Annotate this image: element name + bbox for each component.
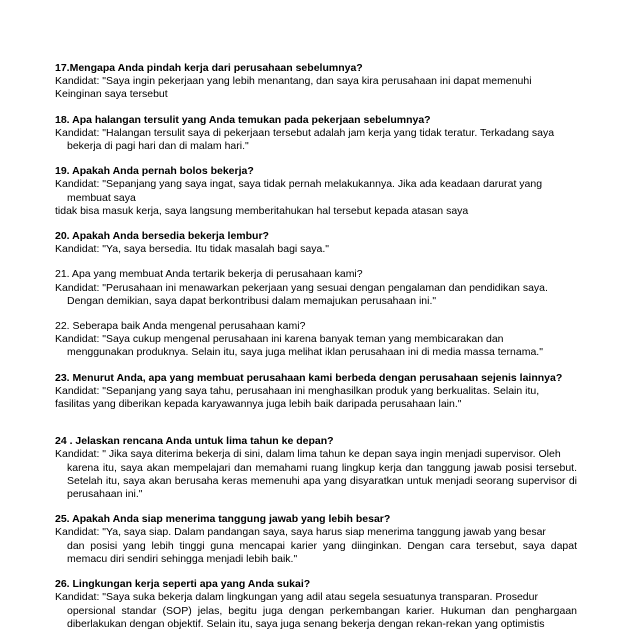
question: 21. Apa yang membuat Anda tertarik bekerja di perusahaan kami?: [55, 268, 363, 281]
answer-continuation: membuat saya: [67, 191, 136, 204]
qa-item-26: [55, 578, 577, 631]
answer-line: Kandidat: "Saya ingin pekerjaan yang lebih menantang, dan saya kira perusahaan ini dapat memenuhi: [55, 75, 532, 88]
answer-continuation: fasilitas yang diberikan kepada karyawannya juga lebih baik daripada perusahaan lain.": [55, 398, 462, 411]
qa-item-24: [55, 435, 577, 501]
answer-line: Kandidat: " Jika saya diterima bekerja di sini, dalam lima tahun ke depan saya ingin menjadi supervisor. Oleh: [55, 448, 561, 461]
answer-continuation: Keinginan saya tersebut: [55, 88, 168, 101]
answer-line: Kandidat: "Halangan tersulit saya di pekerjaan tersebut adalah jam kerja yang tidak teratur. Terkadang saya: [55, 126, 555, 139]
answer-line: Kandidat: "Ya, saya bersedia. Itu tidak masalah bagi saya.": [55, 243, 330, 256]
qa-item-18: [55, 114, 577, 154]
answer-continuation: menggunakan produknya. Selain itu, saya juga melihat iklan perusahaan ini di media massa ternama.": [67, 346, 543, 359]
answer-line: Kandidat: "Saya cukup mengenal perusahaan ini karena banyak teman yang membicarakan dan: [55, 333, 504, 346]
question: 26. Lingkungan kerja seperti apa yang Anda sukai?: [55, 578, 311, 591]
question: 22. Seberapa baik Anda mengenal perusahaan kami?: [55, 320, 306, 333]
answer-line: Kandidat: "Ya, saya siap. Dalam pandangan saya, saya harus siap menerima tanggung jawab yang besar: [55, 526, 546, 539]
document-page: [55, 62, 577, 643]
question: 18. Apa halangan tersulit yang Anda temukan pada pekerjaan sebelumnya?: [55, 113, 431, 126]
qa-item-25: [55, 513, 577, 566]
answer-continuation: dan posisi yang lebih tinggi guna mencapai karier yang diinginkan. Dengan cara tersebut, saya dapat memacu diri sendiri sehingga menjadi lebih baik.": [67, 539, 577, 565]
question: 20. Apakah Anda bersedia bekerja lembur?: [55, 230, 269, 243]
qa-item-23: [55, 372, 577, 412]
answer-extra: tidak bisa masuk kerja, saya langsung memberitahukan hal tersebut kepada atasan saya: [55, 204, 469, 217]
answer-line: Kandidat: "Sepanjang yang saya ingat, saya tidak pernah melakukannya. Jika ada keadaan darurat yang: [55, 178, 543, 191]
answer-continuation: bekerja di pagi hari dan di malam hari.": [67, 140, 249, 153]
answer-line: Kandidat: "Saya suka bekerja dalam lingkungan yang adil atau segela sesuatunya transparan. Prosedur: [55, 591, 538, 604]
question: 23. Menurut Anda, apa yang membuat perusahaan kami berbeda dengan perusahaan sejenis lainnya?: [55, 371, 563, 384]
answer-continuation: Dengan demikian, saya dapat berkontribusi dalam memajukan perusahaan ini.": [67, 294, 437, 307]
answer-continuation: opersional standar (SOP) jelas, begitu juga dengan perkembangan karier. Hukuman dan penghargaan diberlakukan dengan objektif. Selain itu, saya juga senang bekerja dengan rekan-rekan yang optimistis: [67, 604, 577, 630]
qa-item-20: [55, 230, 577, 256]
question: 25. Apakah Anda siap menerima tanggung jawab yang lebih besar?: [55, 513, 391, 526]
question: 19. Apakah Anda pernah bolos bekerja?: [55, 165, 254, 178]
question: 24 . Jelaskan rencana Anda untuk lima tahun ke depan?: [55, 435, 334, 448]
answer-line: Kandidat: "Perusahaan ini menawarkan pekerjaan yang sesuai dengan pengalaman dan pendidikan saya.: [55, 281, 548, 294]
qa-item-21: [55, 268, 577, 308]
answer-line: Kandidat: "Sepanjang yang saya tahu, perusahaan ini menghasilkan produk yang berkualitas. Selain itu,: [55, 384, 540, 397]
qa-item-19: [55, 165, 577, 218]
question: 17.Mengapa Anda pindah kerja dari perusahaan sebelumnya?: [55, 62, 363, 74]
answer-continuation: karena itu, saya akan mempelajari dan memahami ruang lingkup kerja dan tanggung jawab posisi tersebut. Setelah itu, saya akan berusaha keras memenuhi apa yang disyaratkan untuk menjadi seorang supervisor di perusahaan ini.": [67, 461, 577, 501]
qa-item-17: [55, 62, 577, 102]
qa-item-22: [55, 320, 577, 360]
